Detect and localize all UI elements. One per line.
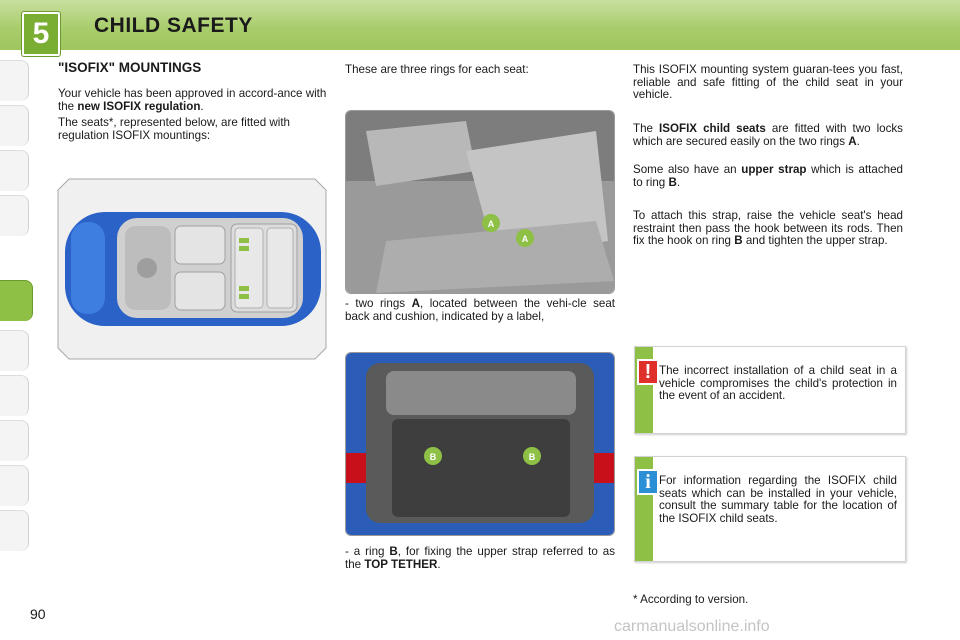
chapter-tab[interactable] [0, 375, 29, 416]
chapter-tab[interactable] [0, 420, 29, 461]
rings-intro: These are three rings for each seat: [345, 63, 529, 76]
ring-b-label: B [528, 452, 536, 462]
isofix-paragraph: This ISOFIX mounting system guaran-tees you fast, reliable and safe fitting of the child seat in your vehicle. [633, 63, 903, 102]
boot-photo [345, 352, 615, 536]
info-icon: i [637, 469, 659, 495]
info-text: For information regarding the ISOFIX child seats which can be installed in your vehicle, consult the summary table for the location of the ISOFIX child seats. [659, 474, 897, 525]
chapter-tab[interactable] [0, 105, 29, 146]
section-title: "ISOFIX" MOUNTINGS [58, 60, 202, 75]
page-title: CHILD SAFETY [94, 14, 253, 37]
chapter-number-badge: 5 [22, 12, 60, 56]
chapter-tab[interactable] [0, 510, 29, 551]
intro-paragraph: Your vehicle has been approved in accord-ance with the new ISOFIX regulation. [58, 87, 327, 113]
chapter-tab[interactable] [0, 465, 29, 506]
rings-a-item: - two rings A, located between the vehi-cle seat back and cushion, indicated by a label, [345, 297, 615, 323]
warning-note [634, 346, 906, 434]
watermark: carmanualsonline.info [614, 618, 770, 635]
child-seats-paragraph: The ISOFIX child seats are fitted with two locks which are secured easily on the two rings A. [633, 122, 903, 148]
upper-strap-paragraph: Some also have an upper strap which is attached to ring B. [633, 163, 903, 189]
chapter-tab[interactable] [0, 60, 29, 101]
ring-a-label: A [487, 219, 495, 229]
rear-seat-photo [345, 110, 615, 294]
seats-paragraph: The seats*, represented below, are fitted with regulation ISOFIX mountings: [58, 116, 291, 142]
footnote: * According to version. [633, 593, 749, 606]
chapter-tabs [0, 60, 34, 580]
chapter-tab[interactable] [0, 150, 29, 191]
chapter-tab[interactable] [0, 330, 29, 371]
warning-text: The incorrect installation of a child seat in a vehicle compromises the child's protection in the event of an accident. [659, 364, 897, 403]
attach-strap-paragraph: To attach this strap, raise the vehicle seat's head restraint then pass the hook between its rods. Then fix the hook on ring B and tighten the upper strap. [633, 209, 903, 248]
info-note [634, 456, 906, 562]
chapter-tab[interactable] [0, 195, 29, 236]
header-divider [0, 50, 960, 53]
ring-b-label: B [429, 452, 437, 462]
car-top-view-image [57, 178, 327, 360]
chapter-tab-active[interactable] [0, 280, 33, 321]
ring-b-item: - a ring B, for fixing the upper strap referred to as the TOP TETHER. [345, 545, 615, 571]
page-number: 90 [30, 606, 46, 622]
exclamation-icon: ! [637, 359, 659, 385]
ring-a-label: A [521, 234, 529, 244]
